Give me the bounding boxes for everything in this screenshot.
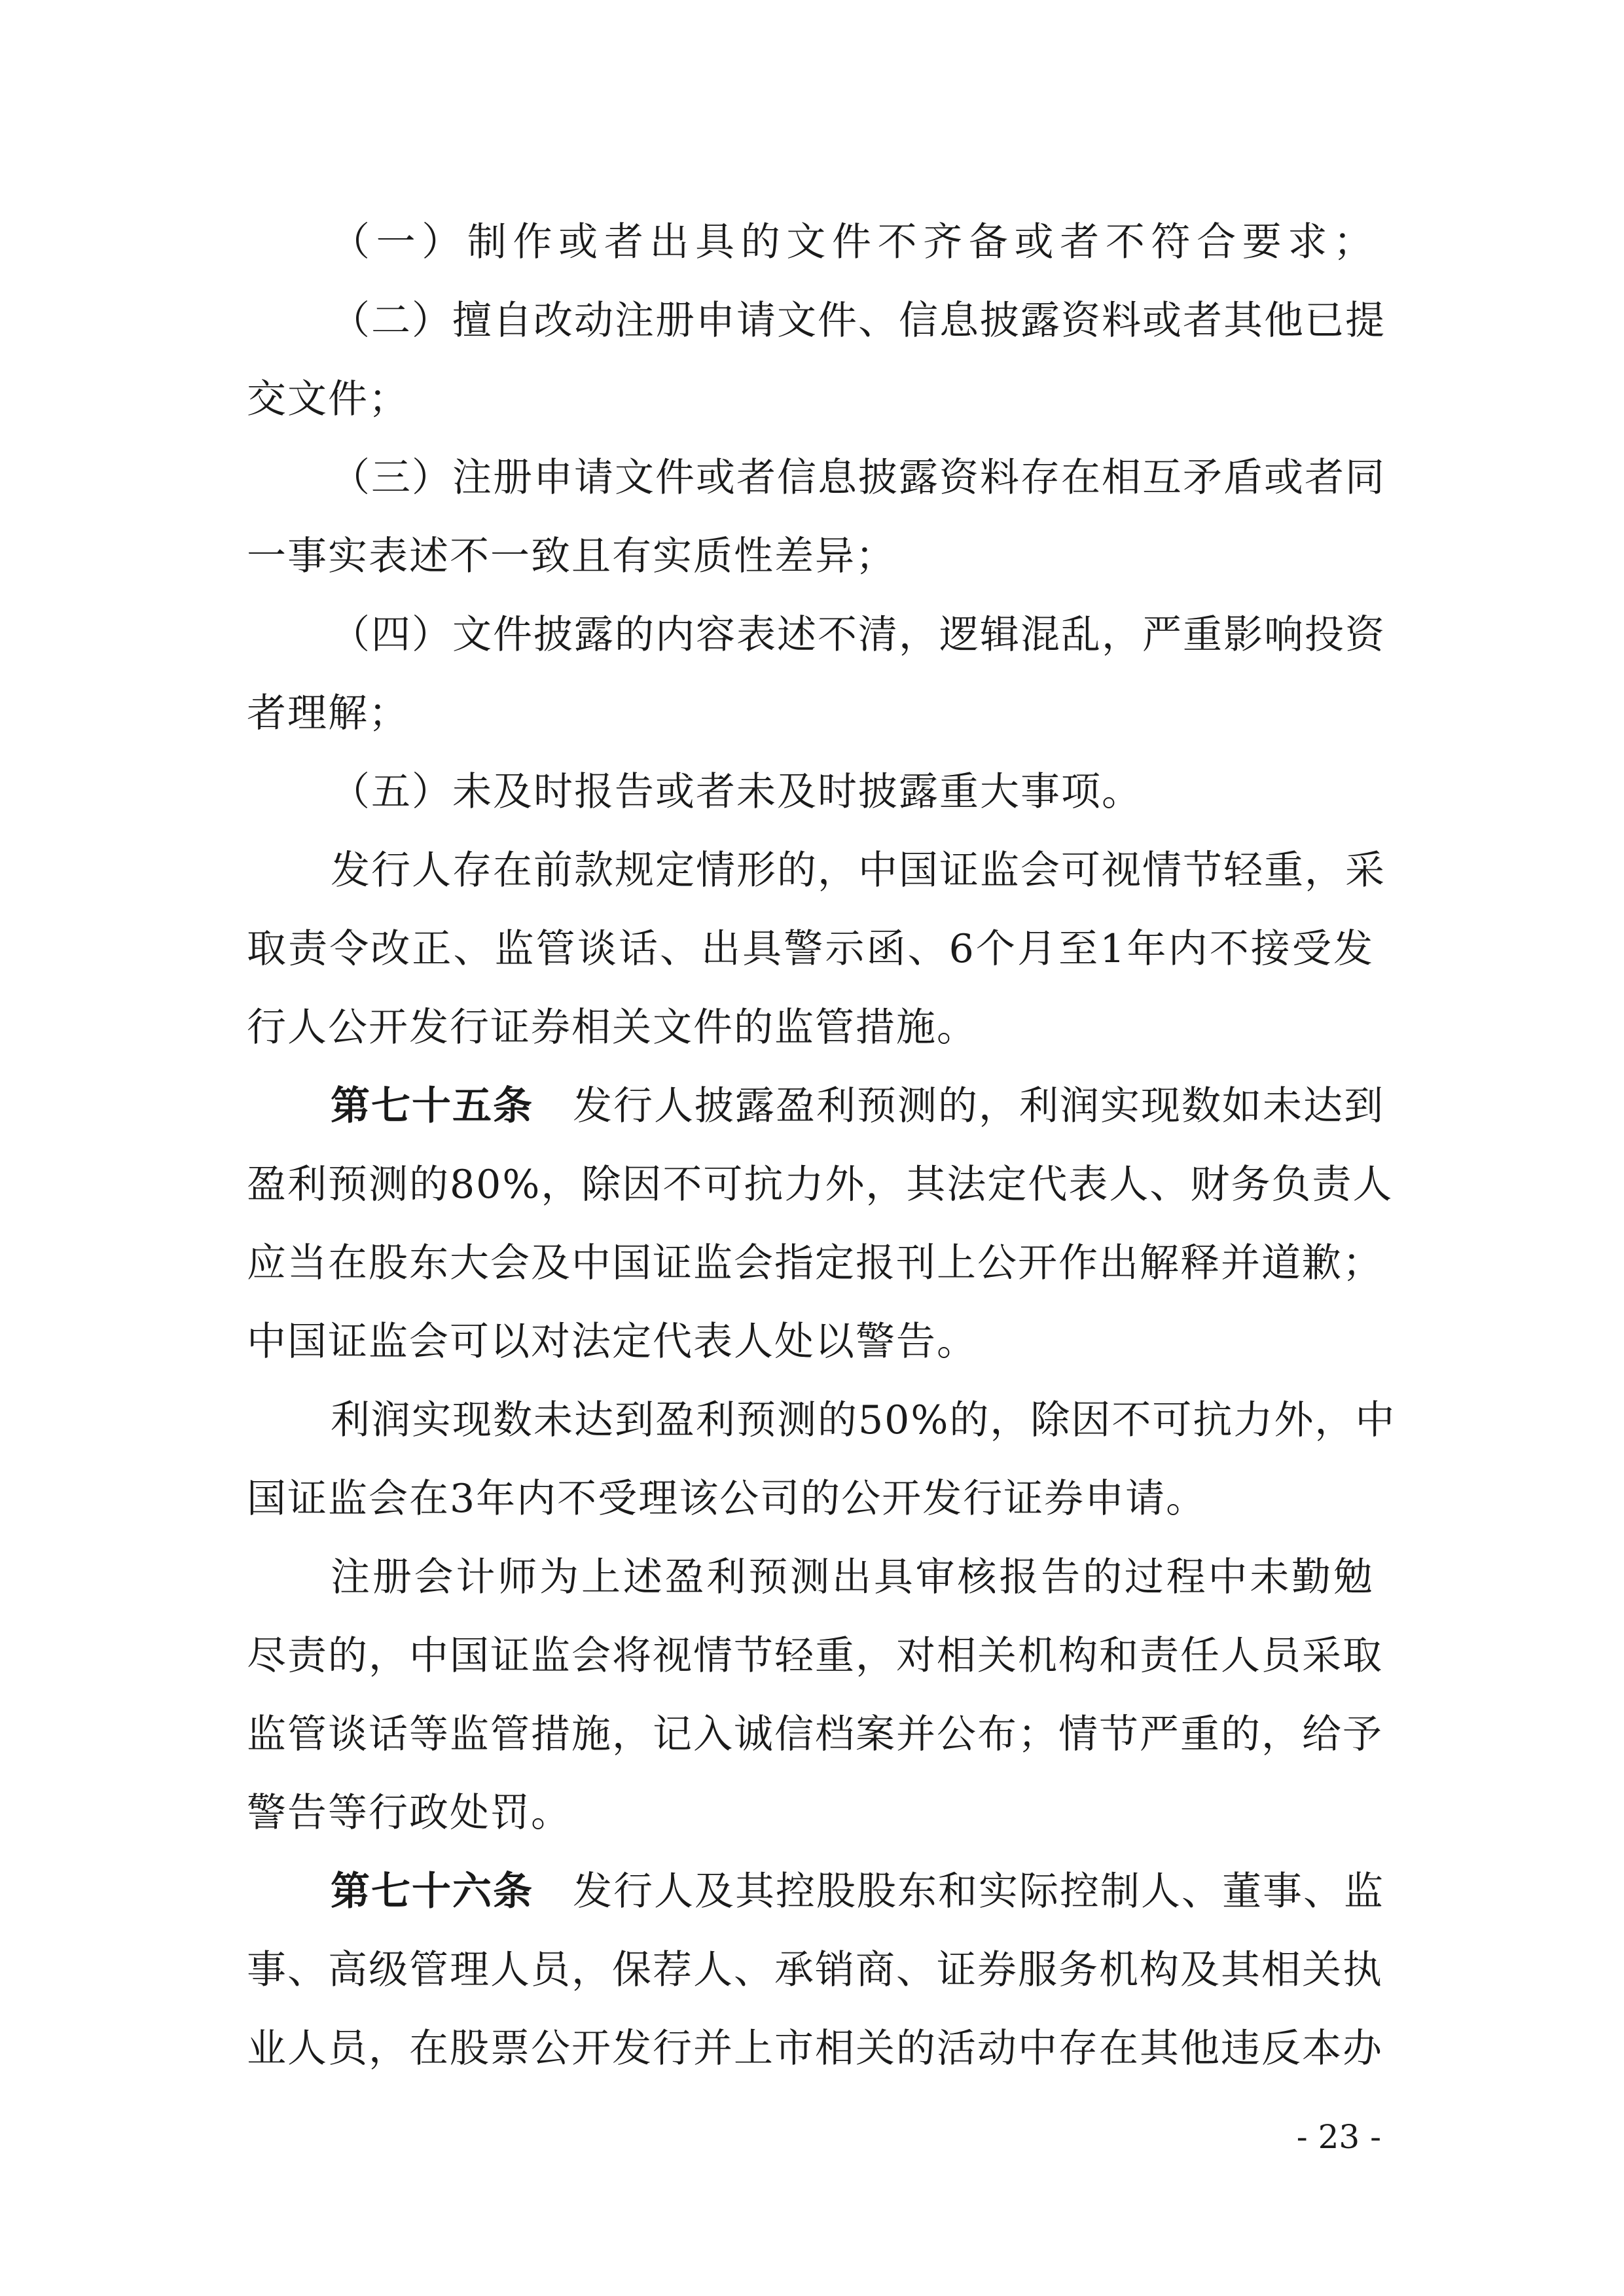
paragraph-line: （三）注册申请文件或者信息披露资料存在相互矛盾或者同 [331, 455, 1386, 501]
paragraph-line: 中国证监会可以对法定代表人处以警告。 [247, 1319, 977, 1365]
paragraph-line: 取责令改正、监管谈话、出具警示函、6个月至1年内不接受发 [247, 926, 1374, 972]
paragraph-text: 发行人披露盈利预测的，利润实现数如未达到 [573, 1083, 1384, 1129]
page-number: - 23 - [1296, 2118, 1381, 2156]
paragraph-line: 者理解； [247, 691, 409, 736]
paragraph-line: 交文件； [247, 376, 409, 422]
paragraph-line: 发行人存在前款规定情形的，中国证监会可视情节轻重，采 [331, 848, 1386, 893]
paragraph-line: 注册会计师为上述盈利预测出具审核报告的过程中未勤勉 [331, 1554, 1374, 1600]
paragraph-line: （二）擅自改动注册申请文件、信息披露资料或者其他已提 [331, 298, 1386, 344]
paragraph-line: 监管谈话等监管措施，记入诚信档案并公布；情节严重的，给予 [247, 1712, 1383, 1757]
paragraph-line: （一）制作或者出具的文件不齐备或者不符合要求； [331, 219, 1374, 265]
paragraph-line: 国证监会在3年内不受理该公司的公开发行证券申请。 [247, 1476, 1207, 1522]
paragraph-line: 尽责的，中国证监会将视情节轻重，对相关机构和责任人员采取 [247, 1633, 1383, 1679]
article-75-first-line [331, 1067, 1384, 1145]
article-76-heading: 第七十六条 [331, 1869, 533, 1914]
paragraph-text: 发行人及其控股股东和实际控制人、董事、监 [573, 1869, 1384, 1914]
paragraph-line: 行人公开发行证券相关文件的监管措施。 [247, 1005, 977, 1050]
paragraph-line: （四）文件披露的内容表述不清，逻辑混乱，严重影响投资 [331, 612, 1386, 658]
paragraph-line: 盈利预测的80%，除因不可抗力外，其法定代表人、财务负责人 [247, 1162, 1394, 1208]
article-75-heading: 第七十五条 [331, 1083, 533, 1129]
article-76-first-line [331, 1852, 1384, 1931]
paragraph-line: （五）未及时报告或者未及时披露重大事项。 [331, 769, 1142, 815]
paragraph-line: 事、高级管理人员，保荐人、承销商、证券服务机构及其相关执 [247, 1947, 1383, 1993]
paragraph-line: 一事实表述不一致且有实质性差异； [247, 533, 896, 579]
paragraph-line: 应当在股东大会及中国证监会指定报刊上公开作出解释并道歉； [247, 1240, 1383, 1286]
paragraph-line: 利润实现数未达到盈利预测的50%的，除因不可抗力外，中 [331, 1397, 1396, 1443]
paragraph-line: 业人员，在股票公开发行并上市相关的活动中存在其他违反本办 [247, 2026, 1383, 2072]
paragraph-line: 警告等行政处罚。 [247, 1790, 571, 1836]
